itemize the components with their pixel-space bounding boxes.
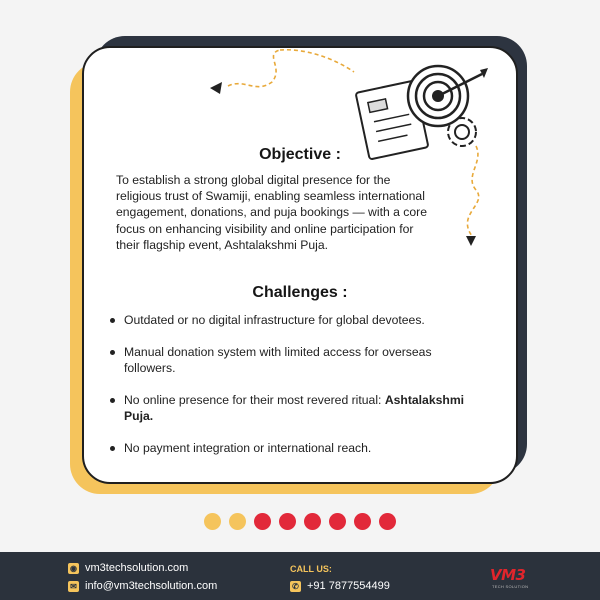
call-us-label: CALL US: [290, 564, 332, 574]
footer-email[interactable] [68, 580, 217, 592]
bullet [110, 446, 115, 451]
globe-icon: ◉ [68, 563, 79, 574]
challenge-item [106, 312, 486, 328]
footer [0, 552, 600, 600]
footer-phone[interactable] [290, 580, 390, 592]
vm3-logo [488, 564, 536, 590]
logo-subtext: TECH SOLUTION [492, 584, 529, 589]
pager-dot[interactable] [229, 513, 246, 530]
footer-website[interactable] [68, 562, 188, 574]
bullet [110, 398, 115, 403]
objective-title: Objective : [259, 146, 341, 163]
phone-icon: ✆ [290, 581, 301, 592]
pager-dot[interactable] [204, 513, 221, 530]
pager-dot[interactable] [279, 513, 296, 530]
bullet [110, 350, 115, 355]
carousel-pager [0, 513, 600, 533]
gear-icon [448, 118, 476, 146]
bullet [110, 318, 115, 323]
challenge-highlight: Ashtalakshmi Puja. [124, 393, 465, 423]
pager-dot[interactable] [304, 513, 321, 530]
arrow-head-left [210, 82, 222, 94]
challenge-text: Outdated or no digital infrastructure for global devotees. [124, 313, 425, 327]
challenge-item [106, 392, 486, 424]
website-link[interactable]: vm3techsolution.com [85, 562, 189, 574]
mail-icon: ✉ [68, 581, 79, 592]
arrow-head-down [466, 236, 476, 246]
challenges-list [106, 312, 486, 472]
pager-dot[interactable] [379, 513, 396, 530]
challenge-item [106, 344, 486, 376]
objective-text: To establish a strong global digital presence for the religious trust of Swamiji, enabling seamless international engagement, donations, and puja bookings — with a core focus on enhancing visibility and online participation for their flagship event, Ashtalakshmi Puja. [116, 173, 427, 252]
phone-link[interactable]: +91 7877554499 [307, 580, 390, 592]
challenge-text: No online presence for their most revered ritual: [124, 393, 385, 407]
pager-dot[interactable] [254, 513, 271, 530]
content-card [82, 46, 518, 484]
email-link[interactable]: info@vm3techsolution.com [85, 580, 218, 592]
challenge-text: Manual donation system with limited access for overseas followers. [124, 345, 432, 375]
challenges-title: Challenges : [252, 284, 348, 301]
target-icon [408, 66, 488, 126]
pager-dot[interactable] [354, 513, 371, 530]
challenge-text: No payment integration or international reach. [124, 441, 372, 455]
challenge-item [106, 440, 486, 456]
pager-dot[interactable] [329, 513, 346, 530]
logo-text: VM3 [490, 566, 526, 584]
